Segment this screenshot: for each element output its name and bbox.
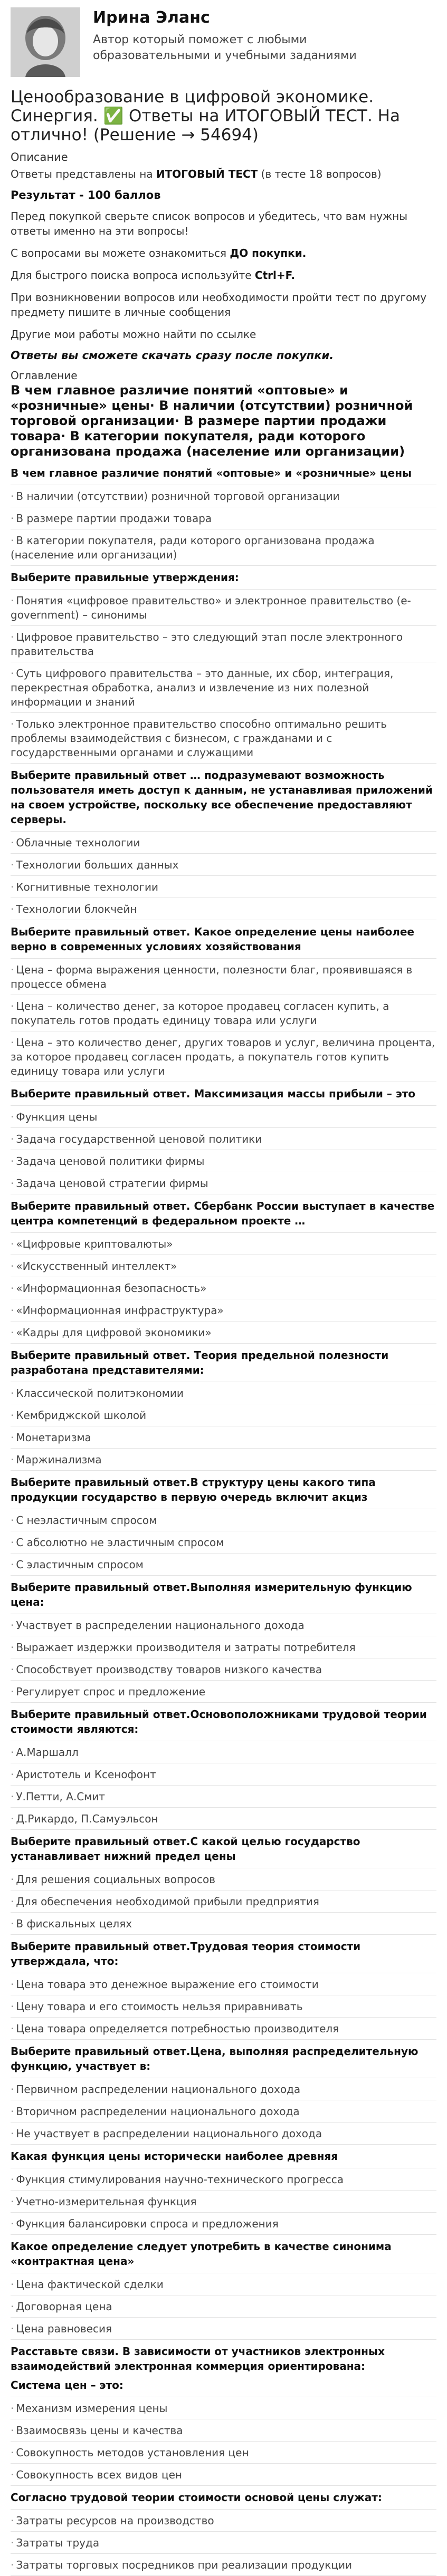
answer-text: Затраты ресурсов на производство: [16, 2514, 214, 2527]
search-note: [11, 268, 436, 283]
bullet-icon: ·: [11, 1619, 14, 1632]
question-text: Выберите правильный ответ. Максимизация массы прибыли – это: [11, 1087, 416, 1100]
question-text: Выберите правильный ответ. Сбербанк России выступает в качестве центра компетенций в федеральном проекте …: [11, 1200, 435, 1227]
answer-option: [11, 2509, 436, 2531]
answer-option: [11, 2553, 436, 2576]
answer-option: [11, 1255, 436, 1277]
answer-list: [11, 1232, 436, 1344]
preview-note-bold: ДО покупки.: [230, 247, 307, 259]
bullet-icon: ·: [11, 1746, 14, 1759]
answer-option: [11, 898, 436, 920]
bullet-icon: ·: [11, 963, 14, 976]
answer-option: [11, 1614, 436, 1636]
questions-list: [11, 466, 436, 2576]
answer-option: [11, 1031, 436, 1082]
answer-option: [11, 1658, 436, 1680]
answer-option: [11, 1763, 436, 1785]
answer-option: [11, 589, 436, 625]
answer-text: Технологии больших данных: [16, 858, 179, 871]
answer-list: [11, 2273, 436, 2340]
answer-option: [11, 2078, 436, 2100]
answer-option: [11, 1105, 436, 1127]
check-note: Перед покупкой сверьте список вопросов и убедитесь, что вам нужны ответы именно на эти вопросы!: [11, 210, 407, 237]
answer-text: Договорная цена: [16, 2300, 112, 2313]
answer-text: Когнитивные технологии: [16, 881, 158, 893]
answer-text: Первичном распределении национального дохода: [16, 2083, 301, 2096]
author-header: [11, 7, 436, 82]
answer-option: [11, 1636, 436, 1658]
bullet-icon: ·: [11, 631, 14, 643]
answer-option: [11, 1680, 436, 1703]
result-line: Результат - 100 баллов: [11, 189, 161, 201]
bullet-icon: ·: [11, 512, 14, 525]
tests-info: [11, 167, 436, 181]
bullet-icon: ·: [11, 1812, 14, 1825]
answer-text: Суть цифрового правительства – это данные, их сбор, интеграция, перекрестная обработка, анализ и извлечение из них полезной информации и знаний: [11, 667, 394, 708]
question-text: Выберите правильный ответ.Цена, выполняя распределительную функцию, участвует в:: [11, 2045, 419, 2072]
answer-list: [11, 1509, 436, 1576]
answer-option: [11, 1382, 436, 1404]
bullet-icon: ·: [11, 1431, 14, 1444]
author-name[interactable]: Ирина Эланс: [93, 8, 210, 27]
download-note: Ответы вы сможете скачать сразу после покупки.: [11, 349, 334, 362]
avatar[interactable]: [11, 7, 80, 77]
answer-option: [11, 1299, 436, 1321]
answer-text: Для обеспечения необходимой прибыли предприятия: [16, 1895, 319, 1908]
answer-list: [11, 2078, 436, 2145]
answer-option: [11, 485, 436, 507]
answer-option: [11, 2122, 436, 2145]
answer-text: Цена – это количество денег, других товаров и услуг, величина процента, за которое продавец согласен продать, а покупатель готов купить единицу товара или услуги: [11, 1036, 435, 1077]
answer-option: [11, 1912, 436, 1935]
description-label: Описание: [11, 151, 68, 163]
bullet-icon: ·: [11, 2022, 14, 2035]
bullet-icon: ·: [11, 1000, 14, 1012]
answer-text: Монетаризма: [16, 1431, 91, 1444]
answer-text: Задача государственной ценовой политики: [16, 1133, 262, 1145]
answer-text: Для решения социальных вопросов: [16, 1873, 216, 1886]
tests-info-after: (в тесте 18 вопросов): [258, 168, 382, 180]
answer-option: [11, 2273, 436, 2295]
answer-option: [11, 662, 436, 712]
answer-text: Выражает издержки производителя и затраты потребителя: [16, 1641, 356, 1654]
answer-option: [11, 1426, 436, 1448]
bullet-icon: ·: [11, 2468, 14, 2481]
question-text: Согласно трудовой теории стоимости основой цены служат:: [11, 2491, 382, 2504]
answer-option: [11, 1509, 436, 1531]
answer-text: Д.Рикардо, П.Самуэльсон: [16, 1812, 158, 1825]
help-note: При возникновении вопросов или необходимости пройти тест по другому предмету пишите в личные сообщения: [11, 291, 427, 319]
answer-text: Цена – количество денег, за которое продавец согласен купить, а покупатель готов продать единицу товара или услуги: [11, 1000, 389, 1027]
bullet-icon: ·: [11, 1558, 14, 1571]
answer-text: «Цифровые криптовалюты»: [16, 1238, 173, 1250]
author-info: [93, 7, 420, 64]
other-works-link[interactable]: Другие мои работы можно найти по ссылке: [11, 328, 256, 341]
bullet-icon: ·: [11, 2173, 14, 2186]
bullet-icon: ·: [11, 1177, 14, 1190]
answer-text: Цена фактической сделки: [16, 2278, 164, 2291]
answer-option: [11, 1973, 436, 1995]
bullet-icon: ·: [11, 1768, 14, 1781]
answer-option: [11, 1785, 436, 1807]
bullet-icon: ·: [11, 1304, 14, 1317]
answer-option: [11, 2168, 436, 2190]
answer-option: [11, 2397, 436, 2419]
answer-text: Механизм измерения цены: [16, 2402, 168, 2415]
bullet-icon: ·: [11, 2559, 14, 2571]
preview-note-before: С вопросами вы можете ознакомиться: [11, 247, 230, 259]
answer-option: [11, 1232, 436, 1255]
bullet-icon: ·: [11, 2536, 14, 2549]
answer-option: [11, 2463, 436, 2486]
answer-list: [11, 2509, 436, 2576]
bullet-icon: ·: [11, 1873, 14, 1886]
answer-option: [11, 1995, 436, 2017]
answer-text: Не участвует в распределении национального дохода: [16, 2127, 322, 2140]
question-text: Расставьте связи. В зависимости от участников электронных взаимодействий электронная коммерция ориентирована:: [11, 2345, 385, 2372]
answer-option: [11, 1868, 436, 1890]
answer-option: [11, 1553, 436, 1576]
answer-text: Цена товара определяется потребностью производителя: [16, 2022, 339, 2035]
bullet-icon: ·: [11, 1790, 14, 1803]
answer-text: Способствует производству товаров низкого качества: [16, 1663, 322, 1676]
answer-option: [11, 1404, 436, 1426]
bullet-icon: ·: [11, 1155, 14, 1168]
answer-option: [11, 1807, 436, 1830]
answer-text: Аристотель и Ксенофонт: [16, 1768, 156, 1781]
answer-option: [11, 2212, 436, 2235]
bullet-icon: ·: [11, 1663, 14, 1676]
answer-text: Вторичном распределении национального дохода: [16, 2105, 300, 2118]
question-text: Выберите правильный ответ.В структуру цены какого типа продукции государство в первую очередь включит акциз: [11, 1476, 376, 1503]
answer-option: [11, 831, 436, 853]
answer-text: Участвует в распределении национального дохода: [16, 1619, 305, 1632]
question-text: Какое определение следует употребить в качестве синонима «контрактная цена»: [11, 2240, 392, 2268]
answer-text: У.Петти, А.Смит: [16, 1790, 106, 1803]
answer-list: [11, 958, 436, 1082]
bullet-icon: ·: [11, 1453, 14, 1466]
answer-text: Функция цены: [16, 1111, 98, 1123]
question-text: Выберите правильный ответ. Какое определение цены наиболее верно в современных условиях хозяйствования: [11, 925, 414, 953]
bullet-icon: ·: [11, 2402, 14, 2415]
answer-text: Цифровое правительство – это следующий этап после электронного правительства: [11, 631, 403, 658]
tests-info-before: Ответы представлены на: [11, 168, 156, 180]
bullet-icon: ·: [11, 881, 14, 893]
bullet-icon: ·: [11, 1238, 14, 1250]
answer-list: [11, 589, 436, 764]
answer-option: [11, 2531, 436, 2553]
author-description: Автор который поможет с любыми образовательными и учебными заданиями: [93, 33, 357, 62]
bullet-icon: ·: [11, 1641, 14, 1654]
answer-text: Взаимосвязь цены и качества: [16, 2424, 183, 2437]
bullet-icon: ·: [11, 2105, 14, 2118]
question-text: Выберите правильный ответ.С какой целью государство устанавливает нижний предел цены: [11, 1835, 360, 1863]
answer-text: «Информационная инфраструктура»: [16, 1304, 224, 1317]
answer-option: [11, 1890, 436, 1912]
answer-list: [11, 1382, 436, 1471]
bullet-icon: ·: [11, 1917, 14, 1930]
answer-text: Совокупность методов установления цен: [16, 2446, 249, 2459]
page-title: Ценообразование в цифровой экономике. Синергия. ✅ Ответы на ИТОГОВЫЙ ТЕСТ. На отлично! (Решение → 54694): [11, 88, 400, 144]
answer-option: [11, 2190, 436, 2212]
answer-option: [11, 958, 436, 995]
answer-text: Понятия «цифровое правительство» и электронное правительство (e-government) – синонимы: [11, 594, 411, 621]
bullet-icon: ·: [11, 718, 14, 730]
answer-text: В фискальных целях: [16, 1917, 132, 1930]
question-text: Выберите правильный ответ. Теория предельной полезности разработана представителями:: [11, 1349, 389, 1376]
answer-text: А.Маршалл: [16, 1746, 79, 1759]
answer-text: «Кадры для цифровой экономики»: [16, 1326, 212, 1339]
bullet-icon: ·: [11, 903, 14, 915]
answer-text: Кембриджской школой: [16, 1409, 147, 1422]
answer-option: [11, 1172, 436, 1194]
bullet-icon: ·: [11, 2127, 14, 2140]
bullet-icon: ·: [11, 2300, 14, 2313]
bullet-icon: ·: [11, 594, 14, 607]
answer-text: Облачные технологии: [16, 836, 140, 849]
bullet-icon: ·: [11, 2514, 14, 2527]
answer-text: С эластичным спросом: [16, 1558, 144, 1571]
bullet-icon: ·: [11, 2217, 14, 2230]
answer-option: [11, 1741, 436, 1763]
answer-option: [11, 529, 436, 566]
question-text: Система цен – это:: [11, 2379, 123, 2391]
answer-text: В категории покупателя, ради которого организована продажа (население или организации): [11, 534, 375, 561]
answer-list: [11, 1105, 436, 1194]
bullet-icon: ·: [11, 1514, 14, 1527]
answer-option: [11, 995, 436, 1031]
bullet-icon: ·: [11, 1536, 14, 1549]
answer-text: Маржинализма: [16, 1453, 102, 1466]
answer-option: [11, 2100, 436, 2122]
answer-option: [11, 625, 436, 662]
answer-text: С абсолютно не эластичным спросом: [16, 1536, 224, 1549]
answer-option: [11, 2419, 436, 2441]
search-note-before: Для быстрого поиска вопроса используйте: [11, 269, 255, 282]
bullet-icon: ·: [11, 534, 14, 547]
answer-text: Задача ценовой политики фирмы: [16, 1155, 205, 1168]
bullet-icon: ·: [11, 2278, 14, 2291]
answer-option: [11, 2295, 436, 2317]
answer-option: [11, 1531, 436, 1553]
answer-option: [11, 507, 436, 529]
answer-list: [11, 1868, 436, 1935]
answer-text: Только электронное правительство способно оптимально решить проблемы взаимодействия с бизнесом, с гражданами и с государственными органами и служащими: [11, 718, 387, 759]
answer-text: Классической политэкономии: [16, 1387, 184, 1400]
answer-text: Цена равновесия: [16, 2322, 112, 2335]
bullet-icon: ·: [11, 858, 14, 871]
answer-option: [11, 712, 436, 764]
answer-option: [11, 1127, 436, 1150]
answer-text: Функция балансировки спроса и предложения: [16, 2217, 279, 2230]
bullet-icon: ·: [11, 2083, 14, 2096]
answer-list: [11, 1614, 436, 1703]
bullet-icon: ·: [11, 1685, 14, 1698]
bullet-icon: ·: [11, 1409, 14, 1422]
bullet-icon: ·: [11, 2322, 14, 2335]
bullet-icon: ·: [11, 490, 14, 503]
toc-heading: В чем главное различие понятий «оптовые» и «розничные» цены· В наличии (отсутствии) розничной торговой организации· В размере партии продажи товара· В категории покупателя, ради которого организована продажа (население или организации): [11, 383, 413, 459]
bullet-icon: ·: [11, 1036, 14, 1049]
bullet-icon: ·: [11, 836, 14, 849]
bullet-icon: ·: [11, 2000, 14, 2013]
bullet-icon: ·: [11, 2446, 14, 2459]
answer-text: Учетно-измерительная функция: [16, 2195, 197, 2208]
bullet-icon: ·: [11, 1260, 14, 1272]
answer-option: [11, 2441, 436, 2463]
answer-text: С неэластичным спросом: [16, 1514, 157, 1527]
answer-text: В размере партии продажи товара: [16, 512, 212, 525]
answer-list: [11, 485, 436, 566]
bullet-icon: ·: [11, 1978, 14, 1991]
answer-list: [11, 1741, 436, 1830]
answer-text: «Искусственный интеллект»: [16, 1260, 177, 1272]
answer-text: «Информационная безопасность»: [16, 1282, 207, 1295]
answer-option: [11, 1277, 436, 1299]
question-text: Какая функция цены исторически наиболее древняя: [11, 2150, 338, 2163]
answer-list: [11, 1973, 436, 2040]
answer-text: Цену товара и его стоимость нельзя приравнивать: [16, 2000, 303, 2013]
answer-text: Технологии блокчейн: [16, 903, 137, 915]
answer-text: Затраты торговых посредников при реализации продукции: [16, 2559, 352, 2571]
answer-option: [11, 2317, 436, 2340]
answer-list: [11, 831, 436, 920]
toc-label: Оглавление: [11, 369, 78, 382]
answer-option: [11, 875, 436, 898]
answer-text: Регулирует спрос и предложение: [16, 1685, 206, 1698]
question-text: Выберите правильный ответ … подразумевают возможность пользователя иметь доступ к данным, не устанавливая приложений на своем устройстве, поскольку все обеспечение предоставляют серверы.: [11, 769, 433, 826]
answer-text: Функция стимулирования научно-технического прогресса: [16, 2173, 344, 2186]
avatar-photo: [11, 7, 80, 77]
answer-option: [11, 1448, 436, 1471]
bullet-icon: ·: [11, 1282, 14, 1295]
answer-list: [11, 2397, 436, 2486]
question-text: Выберите правильные утверждения:: [11, 571, 239, 584]
answer-text: Цена товара это денежное выражение его стоимости: [16, 1978, 319, 1991]
answer-text: В наличии (отсутствии) розничной торговой организации: [16, 490, 340, 503]
question-text: Выберите правильный ответ.Трудовая теория стоимости утверждала, что:: [11, 1940, 361, 1967]
tests-info-bold: ИТОГОВЫЙ ТЕСТ: [156, 168, 258, 180]
preview-note: [11, 246, 436, 261]
answer-text: Задача ценовой стратегии фирмы: [16, 1177, 208, 1190]
bullet-icon: ·: [11, 1133, 14, 1145]
answer-text: Совокупность всех видов цен: [16, 2468, 182, 2481]
bullet-icon: ·: [11, 1387, 14, 1400]
answer-text: Затраты труда: [16, 2536, 100, 2549]
bullet-icon: ·: [11, 2424, 14, 2437]
bullet-icon: ·: [11, 1326, 14, 1339]
answer-option: [11, 1321, 436, 1344]
question-text: В чем главное различие понятий «оптовые» и «розничные» цены: [11, 467, 412, 479]
answer-option: [11, 1150, 436, 1172]
question-text: Выберите правильный ответ.Основоположниками трудовой теории стоимости являются:: [11, 1708, 427, 1735]
bullet-icon: ·: [11, 1895, 14, 1908]
bullet-icon: ·: [11, 1111, 14, 1123]
bullet-icon: ·: [11, 667, 14, 680]
answer-list: [11, 2168, 436, 2235]
answer-text: Цена – форма выражения ценности, полезности благ, проявившаяся в процессе обмена: [11, 963, 413, 990]
search-note-bold: Ctrl+F.: [254, 269, 295, 282]
question-text: Выберите правильный ответ.Выполняя измерительную функцию цена:: [11, 1581, 412, 1608]
bullet-icon: ·: [11, 2195, 14, 2208]
answer-option: [11, 2017, 436, 2040]
answer-option: [11, 853, 436, 875]
